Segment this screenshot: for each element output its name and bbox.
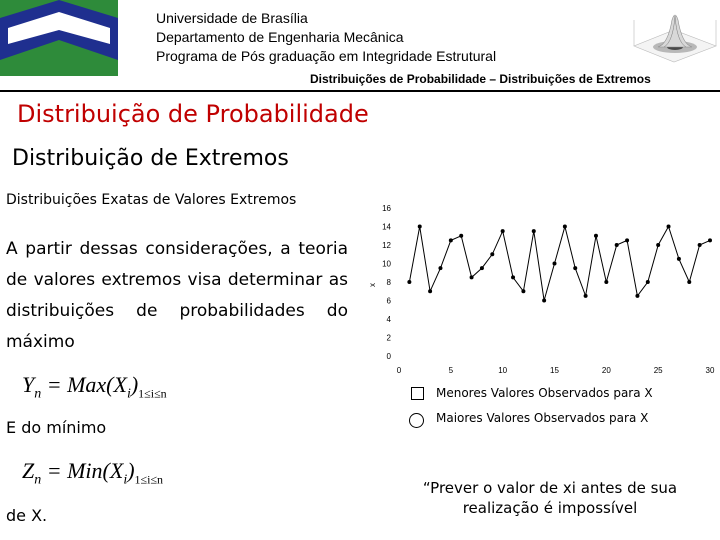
series-line <box>409 227 710 301</box>
quote-line-2: realização é impossível <box>462 499 638 517</box>
data-point <box>490 252 494 256</box>
data-point <box>594 234 598 238</box>
data-point <box>604 280 608 284</box>
x-tick-label: 15 <box>550 366 559 375</box>
y-tick-label: 12 <box>382 241 391 250</box>
y-axis-ticks <box>382 204 391 361</box>
formula-max: $Y_n = Max(X_i)_{1\le i\le n}$ <box>22 372 167 402</box>
formula-min: $Z_n = Min(X_i)_{1\le i\le n}$ <box>22 458 164 488</box>
x-tick-label: 25 <box>653 366 663 375</box>
x-axis-ticks <box>397 366 715 375</box>
data-point <box>542 299 546 303</box>
data-point <box>428 289 432 293</box>
data-point <box>615 243 619 247</box>
data-point <box>459 234 463 238</box>
data-point <box>677 257 681 261</box>
data-point <box>449 238 453 242</box>
header-divider <box>0 90 720 92</box>
y-tick-label: 10 <box>382 259 391 269</box>
header-department: Departamento de Engenharia Mecânica <box>156 29 404 45</box>
legend-max-label: Maiores Valores Observados para X <box>436 411 649 425</box>
surface-plot-image <box>628 6 720 66</box>
x-tick-label: 10 <box>498 366 508 375</box>
data-point <box>667 225 671 229</box>
data-point <box>635 294 639 298</box>
y-tick-label: 14 <box>382 222 391 232</box>
x-tick-label: 0 <box>396 366 402 375</box>
x-tick-label: 30 <box>705 366 715 375</box>
end-label: de X. <box>6 506 48 525</box>
data-point <box>407 280 411 284</box>
header-subtitle: Distribuições de Probabilidade – Distribuições de Extremos <box>310 72 651 86</box>
quote-text <box>400 478 700 518</box>
data-point <box>563 225 567 229</box>
data-point <box>656 243 660 247</box>
slide-title: Distribuição de Probabilidade <box>17 100 369 128</box>
x-tick-label: 20 <box>601 366 611 375</box>
data-point <box>521 289 525 293</box>
slide-subtitle: Distribuição de Extremos <box>12 146 289 171</box>
data-point <box>418 225 422 229</box>
legend-circle-icon <box>409 413 424 428</box>
data-point <box>438 266 442 270</box>
y-axis-label: x <box>368 283 377 287</box>
body-paragraph: A partir dessas considerações, a teoria de valores extremos visa determinar as distribuições de probabilidades do máximo <box>6 239 348 352</box>
min-label: E do mínimo <box>6 418 107 437</box>
y-tick-label: 16 <box>382 204 391 213</box>
data-point <box>708 238 712 242</box>
university-logo <box>0 0 118 76</box>
data-point <box>687 280 691 284</box>
header-program: Programa de Pós graduação em Integridade Estrutural <box>156 48 497 64</box>
data-point <box>553 262 557 266</box>
data-point <box>646 280 650 284</box>
y-tick-label: 2 <box>386 333 391 343</box>
data-point <box>501 229 505 233</box>
quote-line-1: “Prever o valor de xi antes de sua <box>422 479 678 497</box>
data-point <box>470 275 474 279</box>
x-tick-label: 5 <box>448 366 454 375</box>
y-tick-label: 0 <box>386 352 391 361</box>
data-point <box>532 229 536 233</box>
legend-square-icon <box>411 387 424 400</box>
data-point <box>625 238 629 242</box>
extreme-values-chart <box>355 192 720 382</box>
header-university: Universidade de Brasília <box>156 10 308 26</box>
y-tick-label: 4 <box>386 315 391 324</box>
legend-min-label: Menores Valores Observados para X <box>436 386 653 400</box>
data-point <box>584 294 588 298</box>
data-point <box>511 275 515 279</box>
y-tick-label: 6 <box>386 296 391 306</box>
series-points <box>407 225 712 303</box>
data-point <box>573 266 577 270</box>
section-heading: Distribuições Exatas de Valores Extremos <box>6 192 297 208</box>
y-tick-label: 8 <box>386 278 391 287</box>
data-point <box>480 266 484 270</box>
data-point <box>698 243 702 247</box>
